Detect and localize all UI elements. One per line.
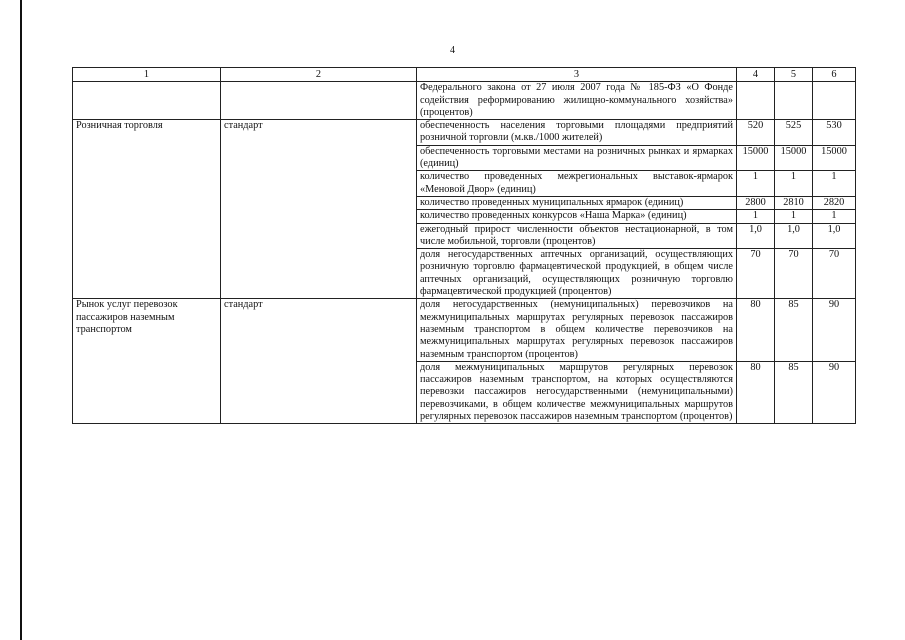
value-cell: 1 (813, 171, 856, 197)
indicator-cell: доля межмуниципальных маршрутов регулярных перевозок пассажиров наземным транспортом, на которых осуществляются перевозки пассажиров негосударственными (немуниципальными) перевозчиками, в общем количестве межмуниципальных маршрутов регулярных перевозок пассажиров наземным транспортом (процентов) (417, 361, 737, 423)
value-cell: 1 (737, 210, 775, 223)
table-header-row (73, 68, 856, 82)
indicator-cell: доля негосударственных аптечных организаций, осуществляющих розничную торговлю фармацевтической продукцией, в общем числе аптечных организаций, осуществляющих розничную торговлю фармацевтической продукцией (процентов) (417, 249, 737, 299)
standard-cell: стандарт (221, 120, 417, 299)
header-col-2: 2 (221, 68, 417, 82)
indicator-cell: доля негосударственных (немуниципальных) перевозчиков на межмуниципальных маршрутах регулярных перевозок пассажиров наземным транспортом в общем количестве перевозчиков на межмуниципальных маршрутах регулярных перевозок пассажиров наземным транспортом (процентов) (417, 299, 737, 361)
table-row (73, 299, 856, 361)
value-cell: 80 (737, 299, 775, 361)
header-col-3: 3 (417, 68, 737, 82)
market-cell (73, 82, 221, 120)
value-cell: 530 (813, 120, 856, 146)
value-cell: 525 (775, 120, 813, 146)
value-cell: 2810 (775, 196, 813, 209)
header-col-6: 6 (813, 68, 856, 82)
value-cell: 70 (775, 249, 813, 299)
value-cell: 70 (813, 249, 856, 299)
standard-cell: стандарт (221, 299, 417, 424)
header-col-4: 4 (737, 68, 775, 82)
value-cell: 1 (775, 210, 813, 223)
value-cell: 70 (737, 249, 775, 299)
value-cell: 1,0 (737, 223, 775, 249)
page-number: 4 (450, 45, 455, 56)
header-col-5: 5 (775, 68, 813, 82)
value-cell: 80 (737, 361, 775, 423)
value-cell (775, 82, 813, 120)
value-cell: 1,0 (775, 223, 813, 249)
value-cell: 15000 (775, 145, 813, 171)
value-cell: 1 (737, 171, 775, 197)
value-cell: 90 (813, 299, 856, 361)
indicators-table (72, 67, 856, 424)
indicator-cell: обеспеченность торговыми местами на розничных рынках и ярмарках (единиц) (417, 145, 737, 171)
value-cell: 85 (775, 361, 813, 423)
page-edge-line (20, 0, 22, 640)
market-cell: Розничная торговля (73, 120, 221, 299)
value-cell: 1 (813, 210, 856, 223)
indicator-cell: количество проведенных конкурсов «Наша Марка» (единиц) (417, 210, 737, 223)
value-cell: 90 (813, 361, 856, 423)
value-cell: 1 (775, 171, 813, 197)
indicator-cell: количество проведенных муниципальных ярмарок (единиц) (417, 196, 737, 209)
value-cell: 1,0 (813, 223, 856, 249)
indicator-cell: количество проведенных межрегиональных выставок-ярмарок «Меновой Двор» (единиц) (417, 171, 737, 197)
standard-cell (221, 82, 417, 120)
value-cell: 520 (737, 120, 775, 146)
value-cell: 2820 (813, 196, 856, 209)
indicator-cell: Федерального закона от 27 июля 2007 года № 185-ФЗ «О Фонде содействия реформированию жилищно-коммунального хозяйства» (процентов) (417, 82, 737, 120)
value-cell: 85 (775, 299, 813, 361)
value-cell: 15000 (813, 145, 856, 171)
market-cell: Рынок услуг перевозок пассажиров наземным транспортом (73, 299, 221, 424)
table-row (73, 82, 856, 120)
indicator-cell: ежегодный прирост численности объектов нестационарной, в том числе мобильной, торговли (процентов) (417, 223, 737, 249)
header-col-1: 1 (73, 68, 221, 82)
value-cell: 15000 (737, 145, 775, 171)
value-cell (813, 82, 856, 120)
value-cell (737, 82, 775, 120)
table-row (73, 120, 856, 146)
value-cell: 2800 (737, 196, 775, 209)
indicator-cell: обеспеченность населения торговыми площадями предприятий розничной торговли (м.кв./1000 жителей) (417, 120, 737, 146)
